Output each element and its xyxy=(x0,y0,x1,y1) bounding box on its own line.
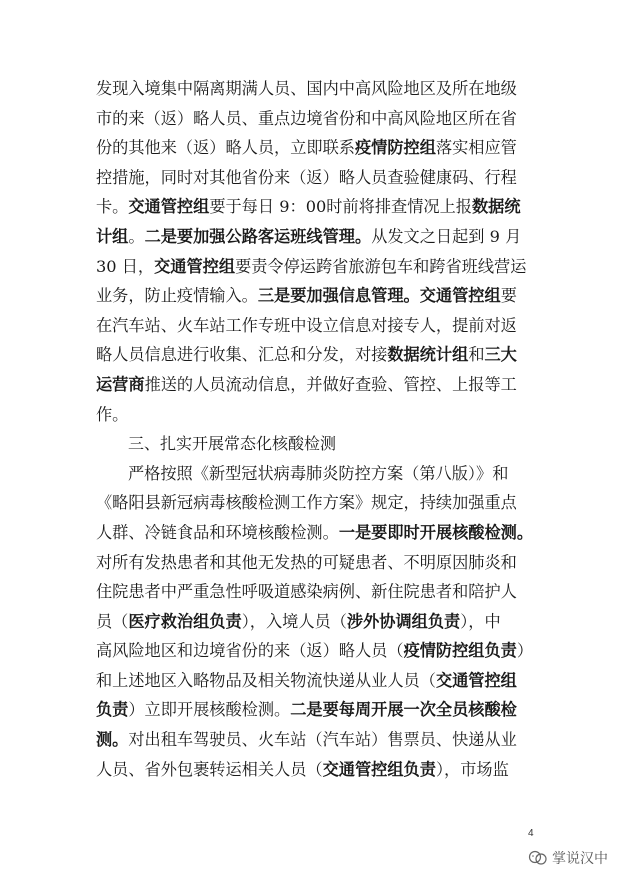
text-line xyxy=(96,577,544,607)
bold-segment: 运营商 xyxy=(96,374,145,394)
text-segment: 和上述地区入略物品及相关物流快递从业人员（ xyxy=(96,670,436,690)
text-segment: 落实相应管 xyxy=(435,138,517,158)
wechat-channel-icon xyxy=(528,850,548,866)
text-segment: ），入境人员（ xyxy=(241,611,347,631)
bold-segment: 三大 xyxy=(484,345,517,365)
text-segment: 市的来（返）略人员、重点边境省份和中高风险地区所在省 xyxy=(96,108,517,128)
text-segment: 控措施，同时对其他省份来（返）略人员查验健康码、行程 xyxy=(96,167,517,187)
text-segment: ） xyxy=(516,641,534,661)
bold-segment: 疫情防控组 xyxy=(355,138,436,158)
text-line xyxy=(96,459,544,489)
text-line xyxy=(96,252,544,282)
text-segment: 高风险地区和边境省份的来（返）略人员（ xyxy=(96,641,404,661)
text-line xyxy=(96,370,544,400)
bold-segment: 负责 xyxy=(96,700,129,720)
text-line xyxy=(96,163,544,193)
text-line xyxy=(96,340,544,370)
bold-segment: 数据统 xyxy=(471,197,521,217)
text-segment: 员（ xyxy=(96,611,129,631)
text-segment: 30 日， xyxy=(96,256,155,276)
bold-segment: 计组 xyxy=(96,226,129,246)
text-segment: 略人员信息进行收集、汇总和分发，对接 xyxy=(96,345,388,365)
text-segment: 从发文之日起到 9 月 xyxy=(371,226,522,246)
text-segment: 份的其他来（返）略人员，立即联系 xyxy=(96,138,355,158)
text-line xyxy=(96,400,544,430)
text-segment: 对所有发热患者和其他无发热的可疑患者、不明原因肺炎和 xyxy=(96,552,517,572)
text-segment: 人员、省外包裹转运相关人员（ xyxy=(96,759,323,779)
bold-segment: 一是要即时开展核酸检测。 xyxy=(338,522,534,542)
bold-segment: 二是要加强公路客运班线管理。 xyxy=(144,226,372,246)
text-line xyxy=(96,222,544,252)
text-segment: 卡。 xyxy=(96,197,129,217)
text-line xyxy=(96,311,544,341)
page-number: 4 xyxy=(528,828,534,839)
text-line xyxy=(96,133,544,163)
text-segment: 住院患者中严重急性呼吸道感染病例、新住院患者和陪护人 xyxy=(96,582,517,602)
text-line xyxy=(96,725,544,755)
watermark xyxy=(528,848,608,868)
text-segment: 业务，防止疫情输入。 xyxy=(96,286,258,306)
text-segment: ），市场监 xyxy=(435,759,509,779)
text-line xyxy=(96,755,544,785)
bold-segment: 数据统计组 xyxy=(387,345,469,365)
bold-segment: 医疗救治组负责 xyxy=(128,611,242,631)
section-heading: 三、扎实开展常态化核酸检测 xyxy=(128,434,337,454)
bold-segment: 测。 xyxy=(96,730,129,750)
text-segment: 作。 xyxy=(96,404,129,424)
bold-segment: 三是要加强信息管理。交通管控组 xyxy=(257,286,501,306)
bold-segment: 疫情防控组负责 xyxy=(403,641,517,661)
bold-segment: 涉外协调组负责 xyxy=(346,611,461,631)
bold-segment: 交通管控组负责 xyxy=(322,759,436,779)
text-line xyxy=(96,636,544,666)
text-line xyxy=(96,548,544,578)
text-segment: 对出租车驾驶员、火车站（汽车站）售票员、快递从业 xyxy=(128,730,517,750)
text-segment: 和 xyxy=(468,345,485,365)
text-segment: 。 xyxy=(128,226,145,246)
watermark-label: 掌说汉中 xyxy=(552,851,608,867)
text-segment: 在汽车站、火车站工作专班中设立信息对接专人，提前对返 xyxy=(96,315,517,335)
text-segment: 严格按照《新型冠状病毒肺炎防控方案（第八版）》和 xyxy=(128,463,509,483)
text-line xyxy=(96,192,544,222)
text-line xyxy=(96,607,544,637)
bold-segment: 交通管控组 xyxy=(435,670,517,690)
text-line xyxy=(96,104,544,134)
text-segment: 人群、冷链食品和环境核酸检测。 xyxy=(96,522,339,542)
text-segment: 要责令停运跨省旅游包车和跨省班线营运 xyxy=(235,256,527,276)
body-text xyxy=(96,74,544,784)
bold-segment: 交通管控组 xyxy=(128,197,210,217)
text-line xyxy=(96,695,544,725)
text-segment: 要于每日 9：00时前将排查情况上报 xyxy=(209,197,472,217)
text-segment: ），中 xyxy=(460,611,501,631)
text-segment: ）立即开展核酸检测。 xyxy=(128,700,291,720)
text-line xyxy=(96,74,544,104)
bold-segment: 交通管控组 xyxy=(154,256,236,276)
text-line xyxy=(96,666,544,696)
text-line xyxy=(96,518,544,548)
text-line xyxy=(96,488,544,518)
bold-segment: 二是要每周开展一次全员核酸检 xyxy=(290,700,517,720)
text-segment: 《略阳县新冠病毒核酸检测工作方案》规定，持续加强重点 xyxy=(96,493,517,513)
text-segment: 要 xyxy=(500,286,517,306)
text-line xyxy=(96,281,544,311)
text-segment: 发现入境集中隔离期满人员、国内中高风险地区及所在地级 xyxy=(96,79,517,98)
text-segment: 推送的人员流动信息，并做好查验、管控、上报等工 xyxy=(144,374,517,394)
